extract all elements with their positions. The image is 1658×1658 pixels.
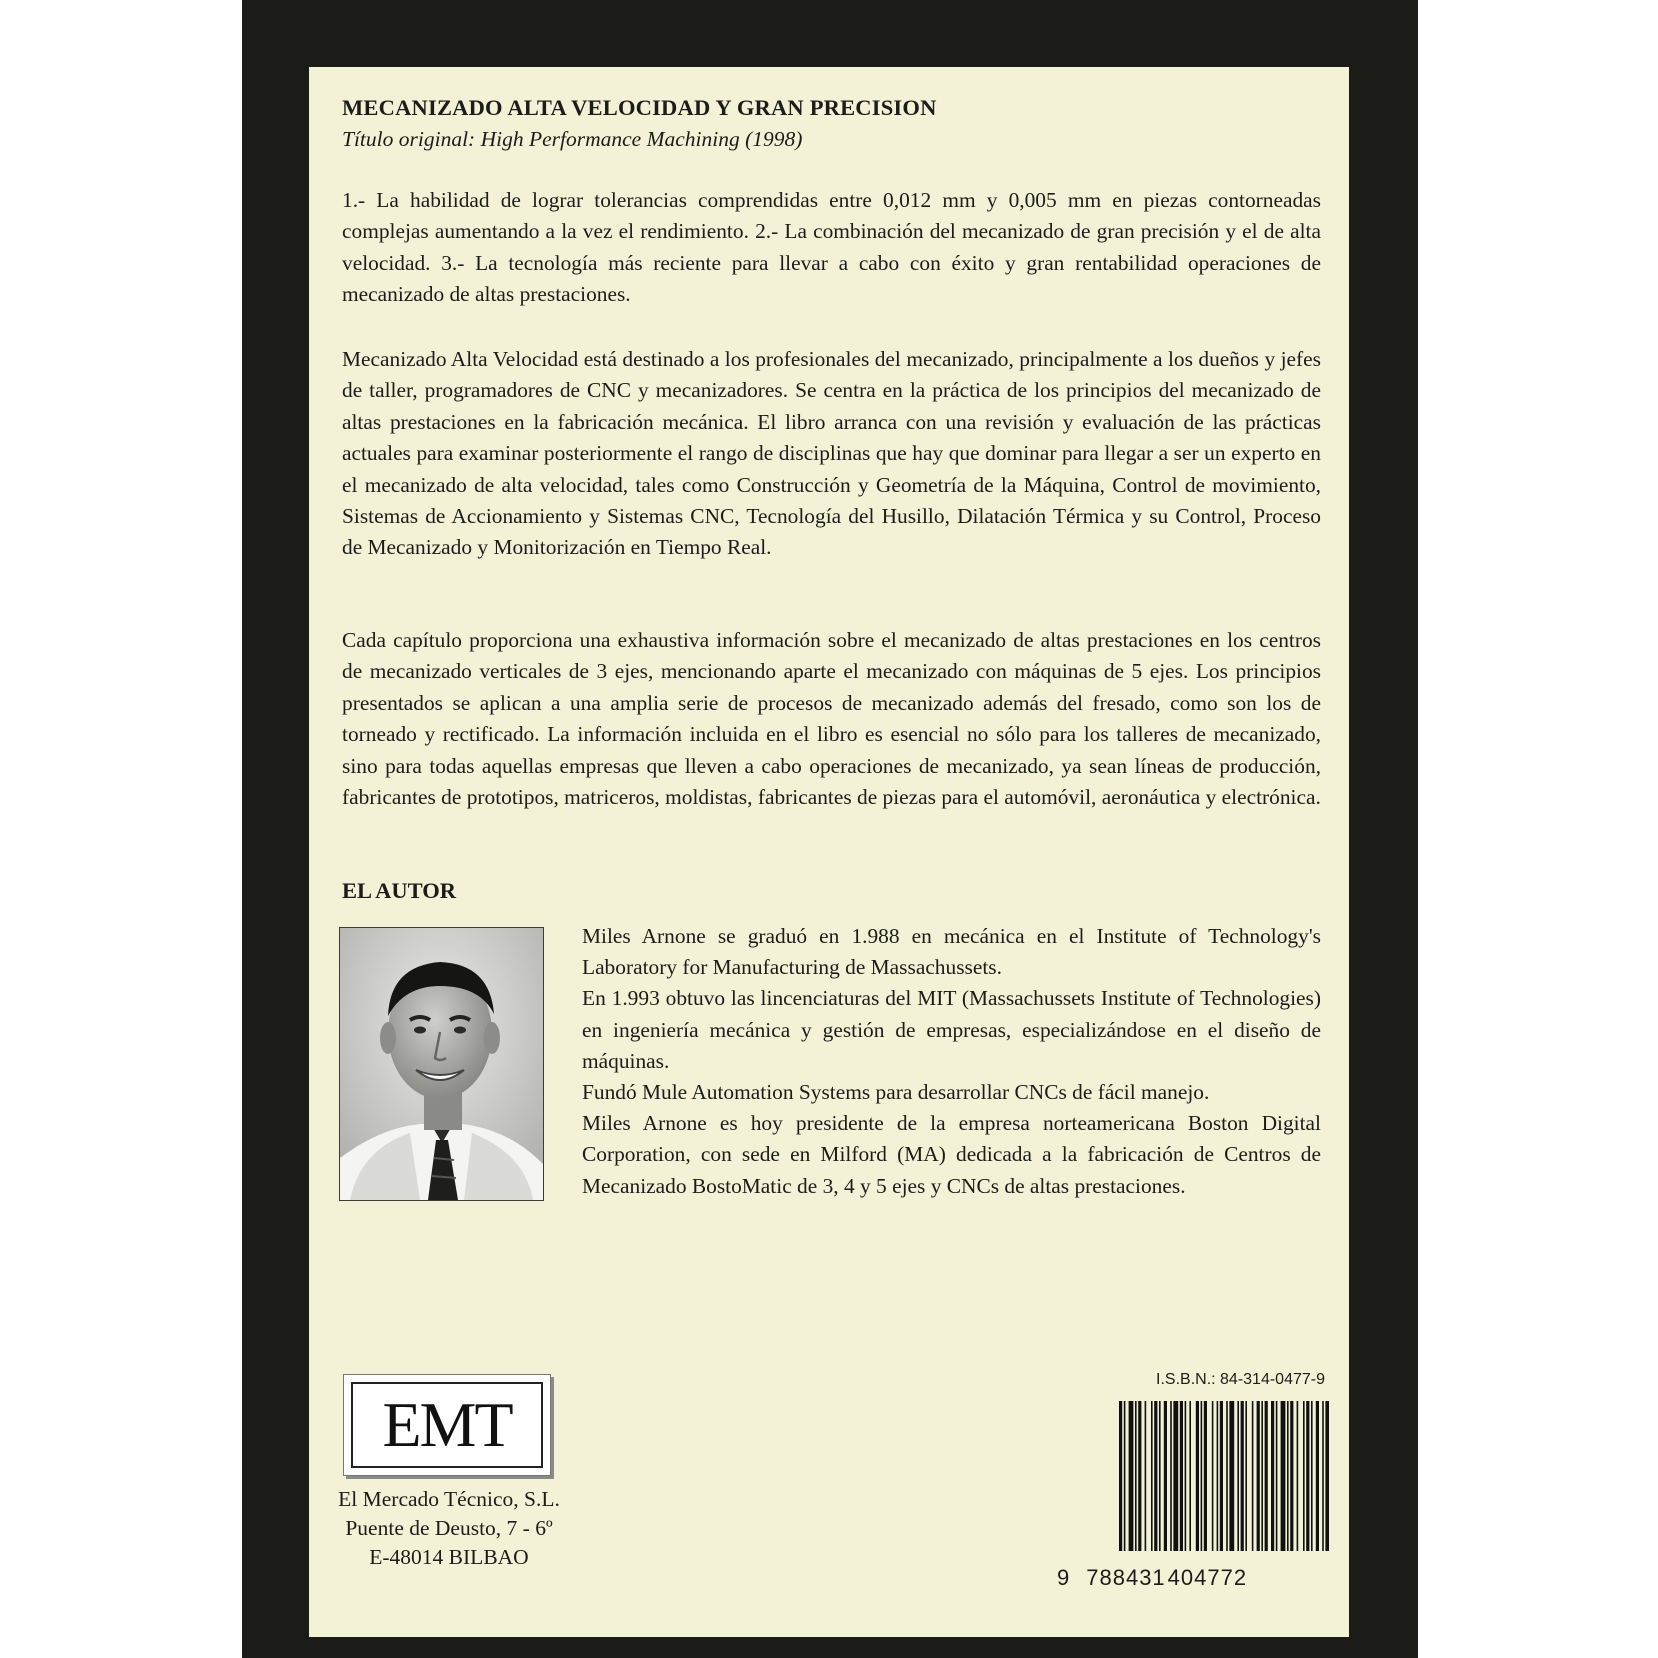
author-heading: EL AUTOR [342,878,457,903]
barcode-icon [1119,1401,1329,1551]
description-paragraph: Mecanizado Alta Velocidad está destinado a los profesionales del mecanizado, principalmente a los dueños y jefes de taller, programadores de CNC y mecanizadores. Se centra en la práctica de los principios del mecanizado de altas prestaciones en la fabricación mecánica. El libro arranca con una revisión y evaluación de las prácticas actuales para examinar posteriormente el rango de disciplinas que hay que dominar para llegar a ser un experto en el mecanizado de alta velocidad, tales como Construcción y Geometría de la Máquina, Control de movimiento, Sistemas de Accionamiento y Sistemas CNC, Tecnología del Husillo, Dilatación Térmica y su Control, Proceso de Mecanizado y Monitorización en Tiempo Real. [342,347,1321,560]
cover-text-panel [309,67,1349,1637]
barcode-digits-left: 788431 [1086,1565,1166,1590]
intro-paragraph: 1.- La habilidad de lograr tolerancias comprendidas entre 0,012 mm y 0,005 mm en piezas contorneadas complejas aumentando a la vez el rendimiento. 2.- La combinación del mecanizado de gran precisión y el de alta velocidad. 3.- La tecnología más reciente para llevar a cabo con éxito y gran rentabilidad operaciones de mecanizado de altas prestaciones. [342,188,1321,307]
logo-frame [351,1382,543,1468]
logo-text: EMT [382,1389,512,1460]
publisher-logo [343,1374,551,1476]
publisher-info [324,1485,574,1572]
publisher-name: El Mercado Técnico, S.L. [338,1487,560,1511]
original-title: Título original: High Performance Machining (1998) [342,127,803,151]
isbn-label: I.S.B.N.: 84-314-0477-9 [1156,1371,1325,1388]
bio-line-education: Miles Arnone se graduó en 1.988 en mecánica en el Institute of Technology's Laboratory for Manufacturing de Massachussets. [582,924,1321,980]
publisher-address: Puente de Deusto, 7 - 6º [345,1516,553,1540]
bio-line-degrees: En 1.993 obtuvo las lincenciaturas del MIT (Massachussets Institute of Technologies) en ingeniería mecánica y gestión de empresas, especializándose en el diseño de máquinas. [582,986,1321,1073]
publisher-city: E-48014 BILBAO [369,1545,529,1569]
author-photo [339,927,544,1201]
barcode-digits-right: 404772 [1167,1565,1248,1590]
author-portrait-icon [340,928,543,1200]
book-title: MECANIZADO ALTA VELOCIDAD Y GRAN PRECISION [342,95,937,120]
content-paragraph: Cada capítulo proporciona una exhaustiva información sobre el mecanizado de altas prestaciones en los centros de mecanizado verticales de 3 ejes, mencionando aparte el mecanizado con máquinas de 5 ejes. Los principios presentados se aplican a una amplia serie de procesos de mecanizado además del fresado, como son los de torneado y rectificado. La información incluida en el libro es esencial no sólo para los talleres de mecanizado, sino para todas aquellas empresas que lleven a cabo operaciones de mecanizado, ya sean líneas de producción, fabricantes de prototipos, matriceros, moldistas, fabricantes de piezas para el automóvil, aeronáutica y electrónica. [342,628,1321,810]
barcode-digit-first: 9 [1057,1565,1071,1590]
author-bio [582,921,1321,1202]
barcode-digits [1057,1565,1327,1591]
bio-line-founded: Fundó Mule Automation Systems para desarrollar CNCs de fácil manejo. [582,1080,1210,1105]
bio-line-current: Miles Arnone es hoy presidente de la empresa norteamericana Boston Digital Corporation, con sede en Milford (MA) dedicada a la fabricación de Centros de Mecanizado BostoMatic de 3, 4 y 5 ejes y CNCs de altas prestaciones. [582,1111,1321,1198]
